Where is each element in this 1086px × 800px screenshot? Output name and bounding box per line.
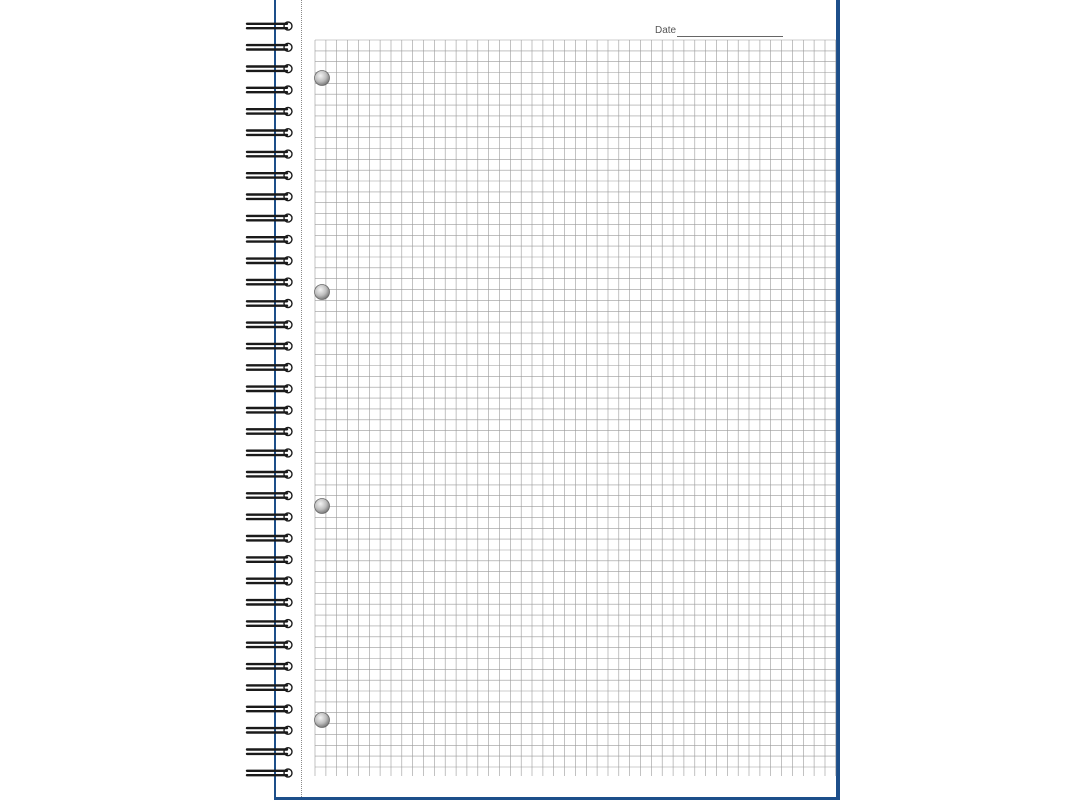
spiral-loop bbox=[247, 705, 292, 713]
spiral-loop bbox=[247, 769, 292, 777]
spiral-loop bbox=[247, 214, 292, 222]
spiral-loop bbox=[247, 470, 292, 478]
spiral-loop bbox=[247, 641, 292, 649]
spiral-loop bbox=[247, 129, 292, 137]
spiral-loop bbox=[247, 364, 292, 372]
spiral-loop bbox=[247, 86, 292, 94]
spiral-loop bbox=[247, 22, 292, 30]
spiral-loop bbox=[247, 556, 292, 564]
spiral-loop bbox=[247, 342, 292, 350]
spiral-loop bbox=[247, 406, 292, 414]
spiral-loop bbox=[247, 300, 292, 308]
spiral-loop bbox=[247, 385, 292, 393]
spiral-loop bbox=[247, 577, 292, 585]
spiral-loop bbox=[247, 534, 292, 542]
spiral-loop bbox=[247, 278, 292, 286]
spiral-loop bbox=[247, 107, 292, 115]
spiral-loop bbox=[247, 684, 292, 692]
spiral-loop bbox=[247, 662, 292, 670]
spiral-loop bbox=[247, 492, 292, 500]
spiral-loop bbox=[247, 598, 292, 606]
spiral-loop bbox=[247, 321, 292, 329]
spiral-loop bbox=[247, 257, 292, 265]
spiral-loop bbox=[247, 726, 292, 734]
spiral-loop bbox=[247, 235, 292, 243]
spiral-loop bbox=[247, 171, 292, 179]
spiral-loop bbox=[247, 620, 292, 628]
spiral-loop bbox=[247, 43, 292, 51]
spiral-loop bbox=[247, 193, 292, 201]
spiral-loop bbox=[247, 428, 292, 436]
spiral-loop bbox=[247, 65, 292, 73]
date-label: Date bbox=[655, 25, 677, 36]
spiral-loop bbox=[247, 449, 292, 457]
spiral-loop bbox=[247, 150, 292, 158]
date-field-line[interactable] bbox=[677, 36, 783, 37]
spiral-loop bbox=[247, 748, 292, 756]
spiral-loop bbox=[247, 513, 292, 521]
